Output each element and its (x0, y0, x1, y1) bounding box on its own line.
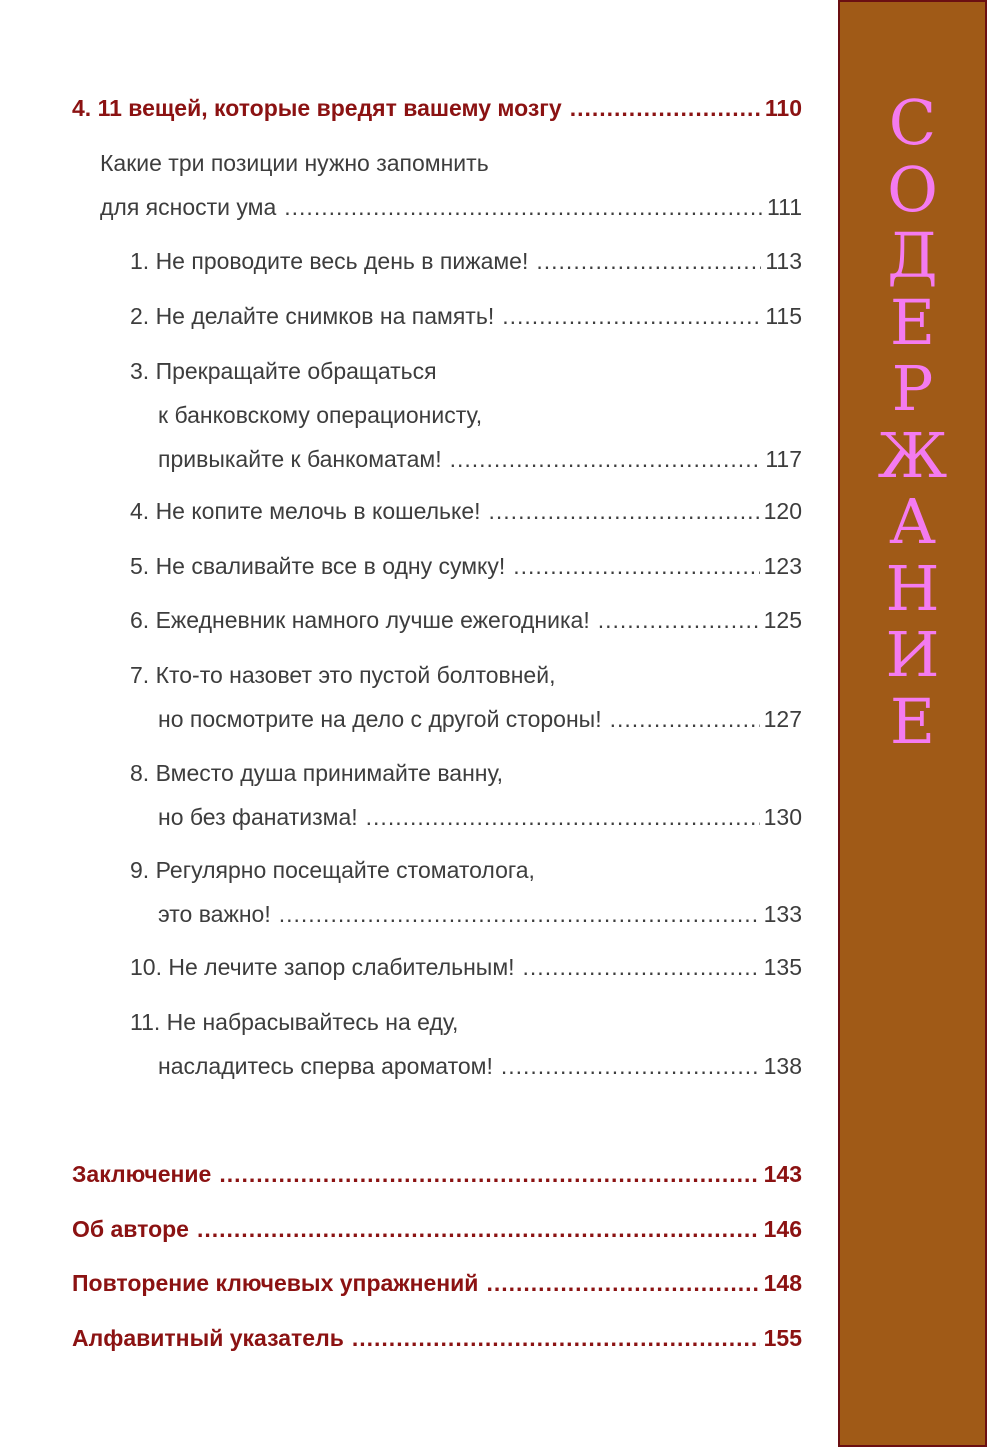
toc-page-number: 138 (763, 1053, 802, 1079)
toc-item-title: 11. Не набрасывайтесь на еду, (130, 1009, 459, 1035)
toc-back-matter-index[interactable] (72, 1316, 802, 1360)
toc-item-title: 2. Не делайте снимков на память! (130, 303, 495, 329)
toc-item-title: 1. Не проводите весь день в пижаме! (130, 248, 529, 274)
toc-page-number: 143 (763, 1161, 802, 1187)
toc-item-title-continuation: это важно! (158, 901, 271, 927)
toc-back-matter-about-author[interactable] (72, 1207, 802, 1251)
toc-page-number: 110 (764, 95, 802, 121)
dot-leader (284, 185, 763, 229)
toc-item-title: 3. Прекращайте обращаться (130, 358, 437, 384)
toc-item-title: 5. Не сваливайте все в одну сумку! (130, 553, 506, 579)
sidebar-title-letter: Ж (877, 418, 948, 492)
sidebar-title-letter: С (888, 86, 937, 159)
sidebar-title-letter: Е (889, 684, 936, 758)
toc-item-title: 7. Кто-то назовет это пустой болтовней, (130, 662, 556, 688)
toc-page-number: 113 (765, 248, 802, 274)
toc-item-title: 4. Не копите мелочь в кошельке! (130, 498, 481, 524)
toc-item-title: 6. Ежедневник намного лучше ежегодника! (130, 607, 590, 633)
toc-item-5[interactable] (72, 544, 802, 588)
table-of-contents (72, 0, 802, 1447)
toc-item-3[interactable] (72, 349, 802, 481)
dot-leader (489, 489, 760, 533)
toc-page-number: 115 (765, 303, 802, 329)
toc-page-number: 148 (763, 1270, 802, 1296)
dot-leader (513, 544, 759, 588)
toc-page-number: 117 (765, 446, 802, 472)
toc-item-10[interactable] (72, 945, 802, 989)
toc-item-2[interactable] (72, 294, 802, 338)
dot-leader (486, 1261, 759, 1305)
sidebar-title-letter: Р (891, 352, 934, 425)
sidebar-title-letter: Д (887, 219, 938, 292)
toc-item-9[interactable] (72, 848, 802, 936)
toc-back-matter-title: Об авторе (72, 1216, 189, 1242)
toc-chapter-entry[interactable] (72, 86, 802, 130)
dot-leader (366, 795, 760, 839)
sidebar-title-letter: А (889, 485, 936, 558)
dot-leader (501, 1044, 760, 1088)
toc-page-number: 125 (763, 607, 802, 633)
toc-page-number: 120 (763, 498, 802, 524)
toc-page-number: 133 (763, 901, 802, 927)
toc-page-number: 130 (763, 804, 802, 830)
toc-item-8[interactable] (72, 751, 802, 839)
sidebar-vertical-title (840, 86, 985, 758)
toc-section-title-line: для ясности ума (100, 194, 277, 220)
toc-item-title-continuation: к банковскому операционисту, (158, 402, 483, 428)
toc-item-title-continuation: привыкайте к банкоматам! (158, 446, 442, 472)
dot-leader (523, 945, 760, 989)
sidebar-panel (838, 0, 987, 1447)
dot-leader (352, 1316, 760, 1360)
toc-back-matter-exercises[interactable] (72, 1261, 802, 1305)
sidebar-title-letter: О (887, 152, 938, 226)
dot-leader (197, 1207, 760, 1251)
toc-page-number: 135 (763, 954, 802, 980)
toc-item-title-continuation: насладитесь сперва ароматом! (158, 1053, 493, 1079)
toc-item-title: 9. Регулярно посещайте стоматолога, (130, 857, 535, 883)
toc-page-number: 146 (763, 1216, 802, 1242)
dot-leader (502, 294, 761, 338)
dot-leader (598, 598, 760, 642)
dot-leader (279, 892, 760, 936)
toc-back-matter-title: Алфавитный указатель (72, 1325, 344, 1351)
dot-leader (219, 1152, 759, 1196)
toc-item-6[interactable] (72, 598, 802, 642)
sidebar-title-letter: И (885, 618, 940, 691)
dot-leader (610, 697, 760, 741)
toc-back-matter-title: Заключение (72, 1161, 212, 1187)
toc-page-number: 123 (763, 553, 802, 579)
toc-item-title-continuation: но без фанатизма! (158, 804, 358, 830)
toc-item-1[interactable] (72, 239, 802, 283)
toc-page-number: 155 (763, 1325, 802, 1351)
toc-back-matter-conclusion[interactable] (72, 1152, 802, 1196)
toc-item-7[interactable] (72, 653, 802, 741)
toc-chapter-title: 4. 11 вещей, которые вредят вашему мозгу (72, 95, 562, 121)
toc-item-11[interactable] (72, 1000, 802, 1088)
toc-item-4[interactable] (72, 489, 802, 533)
toc-item-title: 8. Вместо душа принимайте ванну, (130, 760, 504, 786)
toc-page-number: 111 (767, 194, 802, 220)
sidebar-title-letter: Н (885, 551, 940, 625)
sidebar-title-letter: Е (889, 285, 936, 359)
toc-section-title-line: Какие три позиции нужно запомнить (100, 150, 489, 176)
toc-item-title-continuation: но посмотрите на дело с другой стороны! (158, 706, 602, 732)
dot-leader (570, 86, 761, 130)
toc-back-matter-title: Повторение ключевых упражнений (72, 1270, 479, 1296)
toc-page-number: 127 (763, 706, 802, 732)
dot-leader (536, 239, 761, 283)
toc-item-title: 10. Не лечите запор слабительным! (130, 954, 515, 980)
toc-section-entry[interactable] (72, 141, 802, 229)
dot-leader (450, 437, 762, 481)
